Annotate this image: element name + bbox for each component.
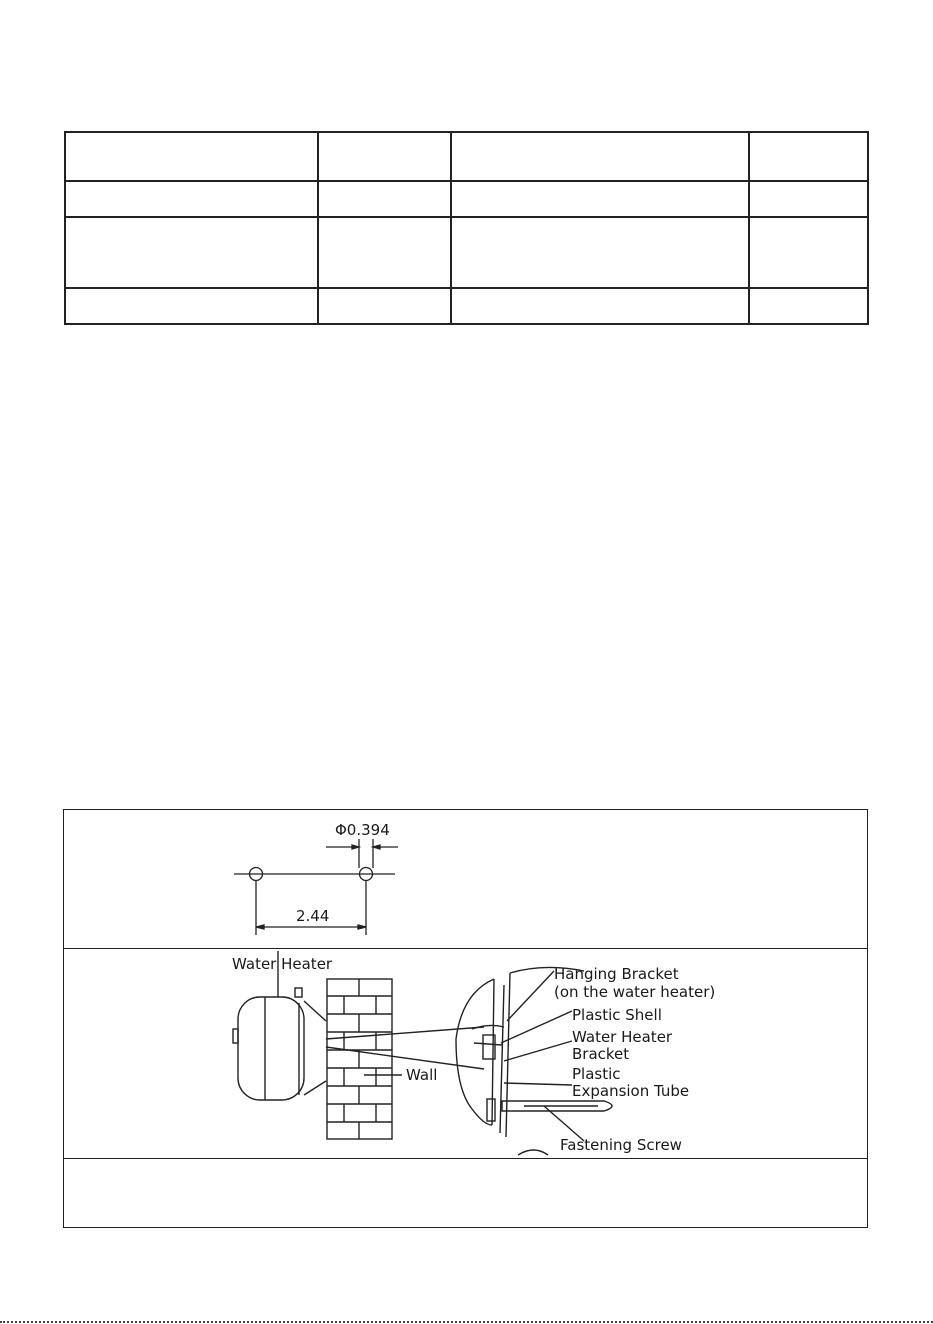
table-cell: [451, 181, 749, 217]
water-heater-icon: [233, 951, 326, 1100]
table-cell: [318, 181, 451, 217]
table-cell: [65, 132, 318, 181]
row-divider: [64, 1158, 867, 1159]
label-bracket: Water Heater: [572, 1028, 673, 1046]
table-cell: [451, 217, 749, 288]
table-cell: [318, 132, 451, 181]
table-cell: [749, 132, 868, 181]
table-cell: [65, 288, 318, 324]
table-cell: [318, 217, 451, 288]
label-hanging-bracket: Hanging Bracket: [554, 965, 679, 983]
table-row: [65, 181, 868, 217]
label-wall: Wall: [406, 1066, 438, 1084]
label-fastening-screw: Fastening Screw: [560, 1136, 682, 1154]
label-plastic-shell: Plastic Shell: [572, 1006, 662, 1024]
table-cell: [451, 132, 749, 181]
table-cell: [65, 217, 318, 288]
table-cell: [749, 181, 868, 217]
wall-icon: [326, 979, 484, 1139]
hole-spacing-diagram: [64, 810, 869, 948]
label-water-heater: Water Heater: [232, 955, 333, 973]
table-cell: [749, 288, 868, 324]
installation-illustration: [64, 949, 869, 1158]
table-cell: [451, 288, 749, 324]
label-hanging-bracket-note: (on the water heater): [554, 983, 716, 1001]
table-row: [65, 217, 868, 288]
label-bracket-2: Bracket: [572, 1045, 630, 1063]
table-cell: [318, 288, 451, 324]
spacing-label: 2.44: [296, 907, 330, 925]
label-expansion-tube-2: Expansion Tube: [572, 1082, 690, 1100]
table-cell: [749, 217, 868, 288]
installation-diagram-frame: [63, 809, 868, 1228]
diameter-label: Φ0.394: [335, 821, 390, 839]
parts-table: [64, 131, 869, 325]
table-cell: [65, 181, 318, 217]
table-row: [65, 288, 868, 324]
label-expansion-tube: Plastic: [572, 1065, 621, 1083]
page-edge-line: [0, 1321, 933, 1323]
table-row: [65, 132, 868, 181]
